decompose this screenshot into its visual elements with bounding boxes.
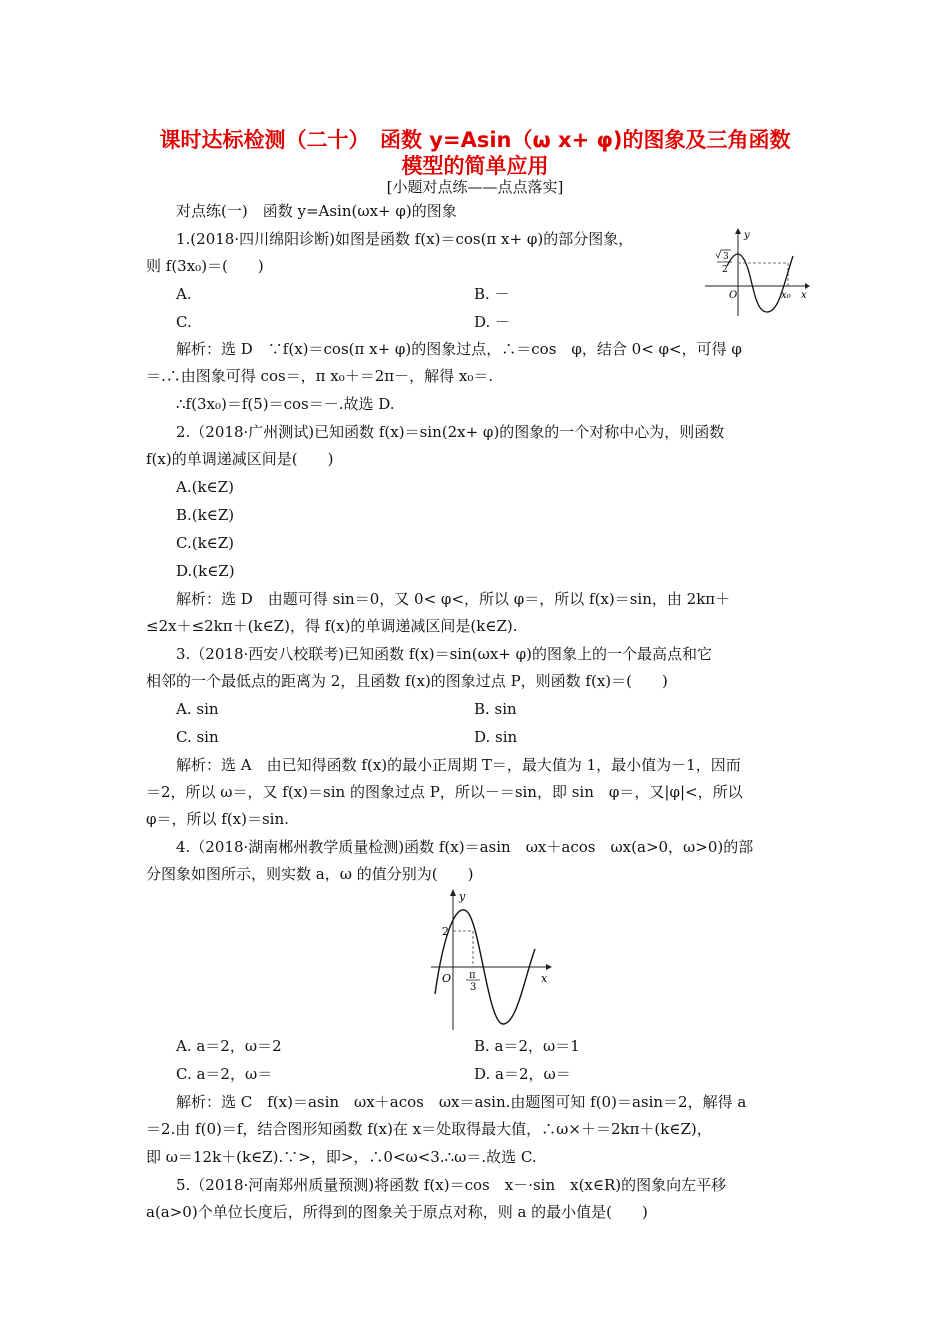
q2-stem-cont: f(x)的单调递减区间是( ) [146, 450, 334, 468]
q4-stem-cont: 分图象如图所示，则实数 a，ω 的值分别为( ) [146, 865, 474, 883]
q4-graph-y-tick: 2 [442, 925, 449, 938]
q1-option-b: B. － [474, 285, 510, 303]
q5-stem: 5.（2018·河南郑州质量预测)将函数 f(x)＝cos x－·sin x(x∈R)的图象向左平移 [176, 1176, 727, 1194]
q1-solution-cont: ＝.∴由图象可得 cos＝，π x₀＋＝2π－，解得 x₀＝. [146, 367, 494, 385]
q4-option-b: B. a＝2，ω＝1 [474, 1037, 580, 1055]
q4-option-d: D. a＝2，ω＝ [474, 1065, 571, 1083]
q2-option-a: A.(k∈Z) [176, 478, 234, 496]
q4-solution: 解析：选 C f(x)＝asin ωx＋acos ωx＝asin.由题图可知 f(0)＝asin＝2，解得 a [176, 1093, 747, 1111]
q4-graph-y-label: y [459, 890, 466, 903]
q4-graph-three: 3 [470, 982, 477, 993]
q5-stem-cont: a(a>0)个单位长度后，所得到的图象关于原点对称，则 a 的最小值是( ) [146, 1203, 648, 1221]
q1-graph-sqrt3: 3 [723, 252, 729, 262]
q1-graph-origin: O [729, 290, 738, 301]
q3-solution-cont: ＝2，所以 ω＝，又 f(x)＝sin 的图象过点 P，所以－＝sin，即 sin φ＝，又|φ|<，所以 [146, 783, 743, 801]
q3-stem-cont: 相邻的一个最低点的距离为 2，且函数 f(x)的图象过点 P，则函数 f(x)＝( ) [146, 672, 668, 690]
q3-option-a: A. sin [176, 700, 219, 718]
q2-stem: 2.（2018·广州测试)已知函数 f(x)＝sin(2x+ φ)的图象的一个对称中心为，则函数 [176, 423, 725, 441]
q3-option-d: D. sin [474, 728, 518, 746]
q4-option-a: A. a＝2，ω＝2 [176, 1037, 282, 1055]
q4-graph-x-label: x [541, 972, 548, 985]
q1-graph-x0: x₀ [781, 290, 791, 301]
page-title: 课时达标检测（二十） 函数 y=Asin（ω x+ φ)的图象及三角函数 [159, 128, 791, 152]
subtitle: [小题对点练——点点落实] [386, 178, 564, 196]
q1-graph-y-label: y [744, 230, 750, 241]
q4-solution-cont: ＝2.由 f(0)＝f，结合图形知函数 f(x)在 x＝处取得最大值，∴ω×＋＝2kπ＋(k∈Z)， [146, 1120, 712, 1138]
q2-option-c: C.(k∈Z) [176, 534, 235, 552]
q4-stem: 4.（2018·湖南郴州教学质量检测)函数 f(x)＝asin ωx＋acos ωx(a>0，ω>0)的部 [176, 838, 754, 856]
q1-stem: 1.(2018·四川绵阳诊断)如图是函数 f(x)＝cos(π x+ φ)的部分图象， [176, 230, 634, 248]
q3-stem: 3.（2018·西安八校联考)已知函数 f(x)＝sin(ωx+ φ)的图象上的一个最高点和它 [176, 645, 712, 663]
q1-option-d: D. － [474, 313, 511, 331]
section-heading: 对点练(一) 函数 y=Asin(ωx+ φ)的图象 [176, 202, 457, 220]
q1-graph-two: 2 [722, 265, 728, 275]
q3-option-b: B. sin [474, 700, 517, 718]
q3-solution-end: φ＝，所以 f(x)＝sin. [146, 810, 289, 828]
page-title-line2: 模型的简单应用 [401, 154, 549, 178]
q1-graph [705, 226, 810, 318]
q4-graph [425, 884, 555, 1032]
q4-option-c: C. a＝2，ω＝ [176, 1065, 273, 1083]
q1-option-a: A. [176, 285, 192, 303]
q4-solution-end: 即 ω＝12k＋(k∈Z).∵>，即>，∴0<ω<3.∴ω＝.故选 C. [146, 1148, 537, 1166]
q2-solution: 解析：选 D 由题可得 sin＝0，又 0< φ<，所以 φ＝，所以 f(x)＝sin，由 2kπ＋ [176, 590, 731, 608]
q3-solution: 解析：选 A 由已知得函数 f(x)的最小正周期 T＝，最大值为 1，最小值为－1，因而 [176, 756, 741, 774]
q1-option-c: C. [176, 313, 192, 331]
q2-solution-cont: ≤2x＋≤2kπ＋(k∈Z)，得 f(x)的单调递减区间是(k∈Z). [146, 617, 518, 635]
q1-stem-cont: 则 f(3x₀)＝( ) [146, 257, 264, 275]
q1-graph-x-label: x [801, 290, 807, 301]
q2-option-d: D.(k∈Z) [176, 562, 235, 580]
q4-graph-pi: π [469, 970, 476, 981]
q2-option-b: B.(k∈Z) [176, 506, 235, 524]
q1-solution: 解析：选 D ∵f(x)＝cos(π x+ φ)的图象过点，∴＝cos φ，结合 0< φ<，可得 φ [176, 340, 742, 358]
q4-graph-origin: O [442, 972, 452, 985]
q1-solution-end: ∴f(3x₀)＝f(5)＝cos＝－.故选 D. [176, 395, 395, 413]
q3-option-c: C. sin [176, 728, 219, 746]
